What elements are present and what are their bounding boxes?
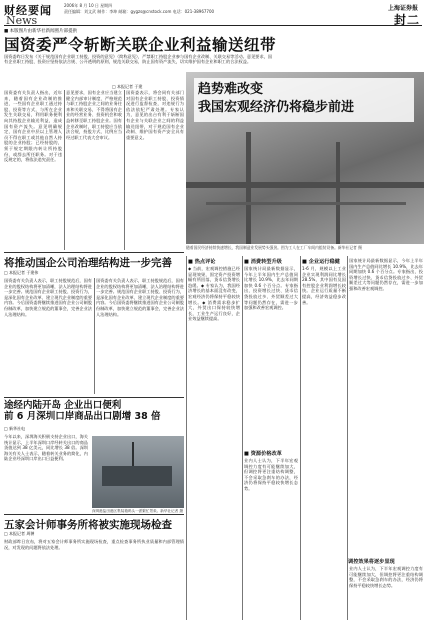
newspaper-name: 上海证券报 — [387, 5, 418, 12]
section3-byline: □ 新华社电 — [4, 426, 26, 431]
issue-date: 2006年 8 月 10 日 星期四 — [64, 3, 113, 8]
feature-title-line1: 趋势难改变 — [198, 82, 264, 97]
section2-byline: □ 本报记者 于建伟 — [4, 270, 39, 275]
rcol-a-label: ■ 热点评论 — [188, 259, 216, 265]
rcol-a-body: ◆ 当前，宏观调控措施已经显现效果，固定资产投资增幅有所回落，货币信贷增长趋缓。◆ 专家认为，我国经济增长的基本面没有改变，宏观经济仍将保持平稳较快增长。◆ 消费需求稳步扩大，外贸出口保持较快增长，工业生产运行良好，企业效益继续提高。 — [188, 266, 240, 322]
main-byline: □ 本报记者 于建 — [112, 84, 143, 89]
feature-title — [194, 78, 414, 122]
section3-headline: 途经内陆开岛 企业出口便利 前 6 月深圳口岸商品出口剧增 38 倍 — [4, 400, 161, 422]
port-photo-caption: 深圳港盐田港区集装箱码头一派繁忙景象。新华社记者 摄 — [92, 509, 183, 513]
section4-byline: □ 本报记者 周翀 — [4, 531, 35, 536]
feature-photo — [186, 72, 424, 244]
section2-body-a: 国资委有关负责人表示，职工持股规范后，国有企业的股权结构将更加清晰，法人治理结构将进一步完善。规范国有企业职工持股、投资行为，是深化国有企业改革、建立现代企业制度的重要内容。今后国资委将继续推进国有企业公司制股份制改革，加快建立规范的董事会，完善企业法人治理结构。 — [4, 278, 92, 317]
main-headline: 国资委严令斩断关联企业利益输送纽带 — [4, 36, 277, 54]
rcol-d-body: 1-6 月，规模以上工业企业实现利润同比增长 28.5%，其中国有及国有控股企业利润增长较快。企业运行质量不断提高，经济效益稳步改善。 — [302, 266, 346, 305]
section2-body-b: 国资委有关负责人表示，职工持股规范后，国有企业的股权结构将更加清晰，法人治理结构将进一步完善。规范国有企业职工持股、投资行为，是深化国有企业改革、建立现代企业制度的重要内容。今后国资委将继续推进国有企业公司制股份制改革，加快建立规范的董事会，完善企业法人治理结构。 — [96, 278, 184, 317]
main-body-col1: 国资委有关负责人指出，近年来，随着国有企业改制的推进，一些国有企业职工通过持股、投资等方式，与所在企业发生关联交易，利用职务便利向其持股企业输送利益，造成国有资产流失。意见明确规定，国有企业中层以上管理人员不得在职工或其他自然人持股的企业持股；已经持股的，须于规定期限内转让所持股份，或辞去所任职务。对于违反规定的，将依法追究责任。 — [4, 90, 62, 163]
masthead — [4, 2, 422, 26]
section4-body: 财政部昨日宣布，将对五家会计师事务所实施现场检查，重点检查事务所执业质量和内部管理情况，对发现的问题将依法处理。 — [4, 539, 184, 550]
right-box-title: 调控效果将逐步显现 — [348, 559, 395, 565]
feature-photo-caption: 随着国民经济持续快速增长，我国制造业发展势头强劲。图为工人在工厂车间内组装设备。新华社记者 摄 — [186, 245, 362, 250]
page-label: 封二 — [393, 13, 420, 27]
main-lead: 国资委昨日发布《关于规范国有企业职工持股、投资的意见》（简称意见），严禁职工持股企业参与国有企业改制、关联交易等活动。意见要求，国有企业职工持股、投资应坚持依法合规、公开透明的原则，规范关联交易，防止国有资产流失，切实维护国有企业和职工的合法权益。 — [4, 54, 273, 65]
port-photo — [92, 436, 184, 508]
section2-headline: 将推动国企公司治理结构进一步完善 — [4, 257, 172, 269]
section-brand: 财经要闻 — [4, 4, 52, 17]
main-body-col3: 国资委表示，将会同有关部门对国有企业职工持股、投资情况进行监督检查，对违规行为依法依纪严肃处理。专家认为，意见的出台有利于斩断国有企业与关联企业之间的利益输送纽带，对于规范国有企业改制、维护国有资产安全具有重要意义。 — [126, 90, 184, 140]
right-box-body: 业内人士认为，下半年宏观调控力度有可能继续加大，但调控将更注重结构调整，不会采取急刹车的办法，经济仍将保持平稳较快增长态势。 — [349, 566, 423, 588]
section4-headline: 五家会计师事务所将被实施现场检查 — [4, 519, 172, 531]
issue-info — [64, 3, 294, 14]
rcol-b-body: 国家统计局最新数据显示，今年上半年国内生产总值同比增长 10.9%，比去年同期加快 0.6 个百分点。专家指出，投资增长过快、货币信贷投放过多、外贸顺差过大等问题仍然存在，需进一步加强和改善宏观调控。 — [244, 266, 298, 311]
editor-info: 责任编辑：刘文武 制作：李坤 邮箱：gygzs@cnstock.com 电话：021-38967700 — [64, 8, 215, 14]
rcol-c-body: 业内人士认为，下半年宏观调控力度有可能继续加大，但调控将更注重结构调整，不会采取急刹车的办法，经济仍将保持平稳较快增长态势。 — [244, 458, 298, 491]
rcol-c-title: ■ 资源价格改革 — [244, 451, 282, 457]
main-body-col2: 意见要求，国有企业应当建立健全内部审计制度，严格规范与职工持股企业之间的业务往来和关联交易，不得将国有企业的经营业务、投资机会和收益转移至职工持股企业。国有企业改制时，职工持股应当依法合规，持股方式、比例应当经过职工代表大会审议。 — [66, 90, 122, 140]
feature-title-line2: 我国宏观经济仍将稳步前进 — [198, 100, 355, 115]
section-brand-en: News — [6, 14, 38, 27]
rcol-b-title: ■ 消费转型升级 — [244, 259, 282, 265]
section3-body: 今年以来，深圳海关积极支持企业出口，海关统计显示，上半年深圳口岸经转关出口的商品货值达到 38 亿美元，同比增长 38 倍。深圳海关有关人士表示，随着转关业务的简化，内陆企业经深圳口岸出口日益便利。 — [4, 434, 88, 462]
rcol-e-body: 国家统计局最新数据显示，今年上半年国内生产总值同比增长 10.9%，比去年同期加快 0.6 个百分点。专家指出，投资增长过快、货币信贷投放过多、外贸顺差过大等问题仍然存在，需进一步加强和改善宏观调控。 — [349, 258, 423, 291]
rcol-d-title: ■ 企业运行稳健 — [302, 259, 340, 265]
photo-kicker: ■ 本版图片由新华社新闻照片部提供 — [4, 29, 78, 34]
